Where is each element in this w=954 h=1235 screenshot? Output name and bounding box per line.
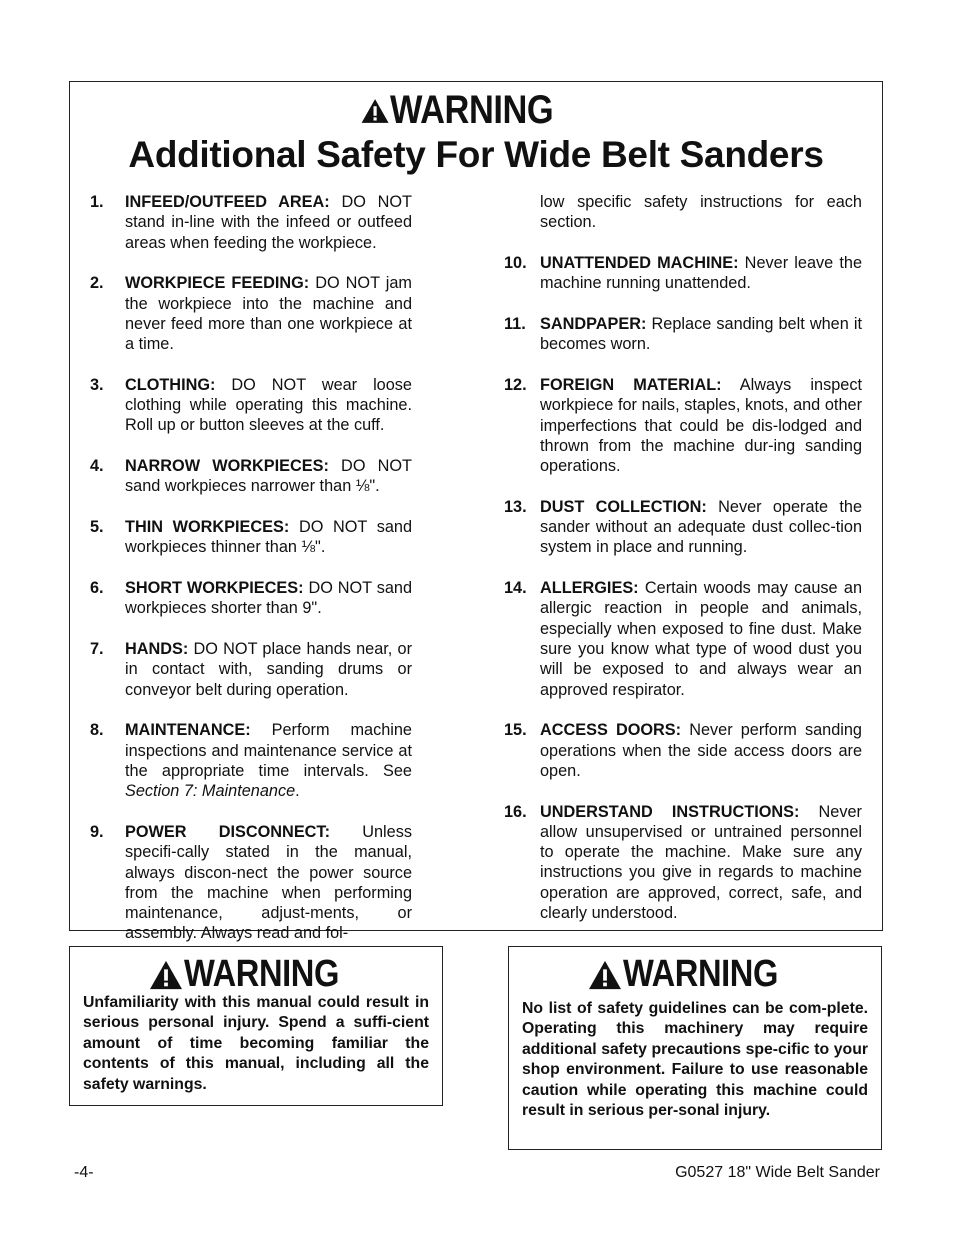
item-text: Never leave the machine running unattended. [540,253,862,293]
item-number: 3. [90,375,104,394]
item-text: Never allow unsupervised or untrained personnel to operate the machine. Make sure any instructions you give in regards to machine operation are approved, correct, safe, and clearly understood. [540,802,862,923]
guidelines-warning-box [508,946,882,1150]
item-body [125,192,412,253]
item-text: DO NOT sand workpieces narrower than ⅛". [125,457,412,496]
item-number: 2. [90,274,104,293]
item-label: MAINTENANCE: [125,721,251,740]
list-item [504,375,862,476]
list-item [504,578,862,700]
list-item [90,273,412,354]
item-label: HANDS: [125,640,189,659]
item-body [125,456,412,497]
document-title: G0527 18" Wide Belt Sander [675,1164,880,1181]
item-body [125,578,412,619]
list-item [90,822,412,944]
item-text: Perform machine inspections and maintenance service at the appropriate time intervals. See [125,721,412,780]
item-label: POWER DISCONNECT: [125,822,330,841]
item-continuation: low specific safety instructions for each section. [540,193,862,232]
main-warning-box [69,81,883,943]
item-body [125,273,412,354]
item-text: DO NOT place hands near, or in contact with, sanding drums or conveyor belt during operation. [125,640,412,699]
item-number: 16. [504,802,527,821]
item-text: Unless specifi-cally stated in the manual, always discon-nect the power source from the machine when performing maintenance, adjust-ments, or assembly. Always read and fol- [125,822,412,943]
item-body [540,314,862,355]
manual-warning-box [69,946,443,1106]
item-body [125,375,412,436]
main-warning-header [360,88,580,133]
item-body [125,517,412,558]
item-text: Never operate the sander without an adequate dust collec-tion system in place and running. [540,497,862,557]
item-body [125,822,412,944]
item-body [125,720,412,801]
warning-triangle-icon [148,959,184,991]
item-label: NARROW WORKPIECES: [125,457,329,476]
item-number: 1. [90,193,104,211]
manual-warning-header [70,953,442,996]
item-number: 11. [504,314,526,333]
item-text: DO NOT sand workpieces thinner than ⅛". [125,518,412,557]
item-number: 14. [504,579,527,598]
item-label: ALLERGIES: [540,579,639,598]
item-number: 15. [504,721,527,740]
warning-triangle-icon [360,94,390,128]
item-label: DUST COLLECTION: [540,497,707,516]
list-item [504,314,862,355]
item-text: Replace sanding belt when it becomes worn. [540,314,862,354]
item-label: CLOTHING: [125,375,216,394]
item-label: WORKPIECE FEEDING: [125,274,310,293]
right-column [504,192,862,944]
warning-label: WARNING [183,953,339,995]
item-body [125,639,412,700]
left-column [90,192,412,964]
item-label: THIN WORKPIECES: [125,518,290,537]
item-text: Certain woods may cause an allergic reaction in people and animals, especially when exposed to fine dust. Make sure you know what type of wood dust you will be exposed to and always wear an approved respirator. [540,579,862,699]
list-item [90,578,412,619]
item-label: INFEED/OUTFEED AREA: [125,193,330,211]
item-body [540,375,862,476]
item-label: UNDERSTAND INSTRUCTIONS: [540,802,800,821]
item-body [540,497,862,558]
item-label: FOREIGN MATERIAL: [540,375,722,394]
guidelines-warning-header [509,953,881,996]
list-item [90,375,412,436]
item-number: 6. [90,579,104,598]
item-label: UNATTENDED MACHINE: [540,253,739,272]
list-item [504,720,862,781]
item-text: DO NOT wear loose clothing while operating this machine. Roll up or button sleeves at the cuff. [125,375,412,435]
list-item [90,192,412,253]
list-item [90,456,412,497]
warning-label: WARNING [622,953,778,995]
section-reference: Section 7: Maintenance [125,782,296,801]
item-number: 10. [504,253,527,272]
list-item [504,497,862,558]
item-body [540,578,862,700]
item-number: 5. [90,518,104,537]
warning-label: WARNING [390,88,554,132]
item-label: SHORT WORKPIECES: [125,579,304,598]
page-title: Additional Safety For Wide Belt Sanders [128,134,824,175]
page-number: -4- [74,1164,94,1181]
list-item [504,253,862,294]
list-item [504,802,862,924]
item-text: DO NOT jam the workpiece into the machine and never feed more than one workpiece at a time. [125,274,412,354]
item-body [540,802,862,924]
item-text-tail: . [295,782,300,801]
item-text: DO NOT stand in-line with the infeed or outfeed areas when feeding the workpiece. [125,193,412,252]
item-text: DO NOT sand workpieces shorter than 9". [125,579,412,618]
list-item [90,720,412,801]
item-number: 12. [504,375,527,394]
item-number: 13. [504,497,527,516]
item-body [540,720,862,781]
manual-warning-text: Unfamiliarity with this manual could result in serious personal injury. Spend a suffi-cient amount of time becoming familiar the contents of this manual, including all the safety warnings. [83,994,429,1093]
item-number: 8. [90,721,104,740]
item-number: 7. [90,640,104,659]
guidelines-warning-text: No list of safety guidelines can be com-plete. Operating this machinery may require additional safety precautions spe-cific to your shop environment. Failure to use reasonable caution while operating this machine could result in serious per-sonal injury. [522,1000,868,1120]
list-item [90,639,412,700]
item-text: Never perform sanding operations when the side access doors are open. [540,721,862,780]
warning-triangle-icon [587,959,623,991]
item-label: ACCESS DOORS: [540,721,682,740]
item-number: 4. [90,457,104,476]
item-text: Always inspect workpiece for nails, staples, knots, and other imperfections that could be dis-lodged and thrown from the machine dur-ing sanding operations. [540,375,862,476]
list-item [90,517,412,558]
item-body [540,253,862,294]
item-label: SANDPAPER: [540,314,647,333]
item-number: 9. [90,822,104,841]
